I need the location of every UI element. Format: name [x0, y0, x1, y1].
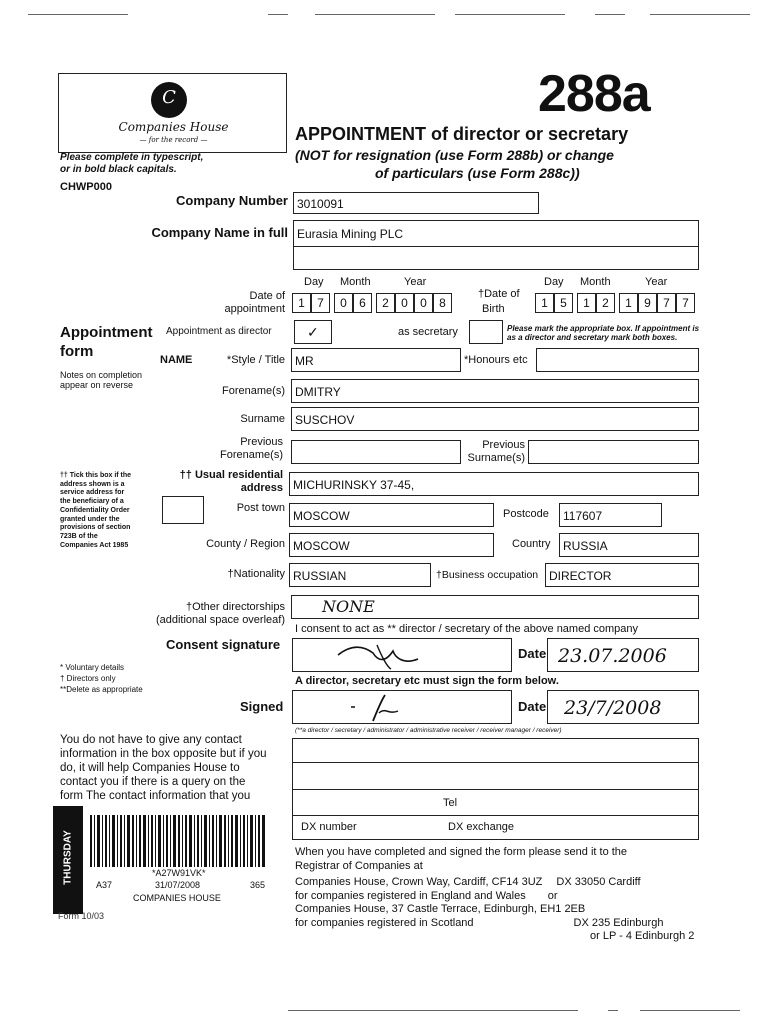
scan-rule — [268, 14, 288, 15]
form-revision: Form 10/03 — [58, 911, 105, 921]
scan-rule — [650, 14, 750, 15]
date-digit: 7 — [676, 293, 695, 313]
prev-surname-label-2: Surname(s) — [467, 452, 525, 464]
company-number-label: Company Number — [176, 193, 288, 208]
tick-note: †† Tick this box if the address shown is a service address for the beneficiary of a Confidentiality Order granted under the provisions of section 723B of the Companies Act 1985 — [60, 472, 132, 549]
tel-label: Tel — [443, 797, 458, 809]
style-field[interactable]: MR — [291, 348, 461, 372]
scan-rule — [455, 14, 565, 15]
form-title: APPOINTMENT of director or secretary — [295, 124, 629, 144]
consent-label: Consent signature — [166, 637, 281, 652]
companies-house-logo-icon: C — [151, 82, 187, 118]
check-icon: ✓ — [307, 324, 319, 340]
contact-info-text: You do not have to give any contact information in the box opposite but if you do, it will help Companies House to contact you if there is a query on the form The contact information that you — [60, 734, 267, 802]
date-digit: 6 — [353, 293, 372, 313]
nationality-field[interactable]: RUSSIAN — [289, 563, 431, 587]
dx-number-label: DX number — [301, 821, 357, 833]
date-digit: 9 — [638, 293, 657, 313]
prev-forename-label: Previous — [240, 436, 283, 448]
other-directorships-field[interactable]: NONE — [291, 595, 699, 619]
appointment-date-label-2: appointment — [224, 303, 285, 315]
date-digit: 0 — [334, 293, 353, 313]
date-month-header: Month — [340, 276, 371, 288]
mark-instruction-1: Please mark the appropriate box. If appointment is — [507, 324, 700, 333]
forename-field[interactable]: DMITRY — [291, 379, 699, 403]
date-digit: 1 — [577, 293, 596, 313]
signed-statement: A director, secretary etc must sign the form below. — [295, 675, 559, 687]
form-subtitle-1: (NOT for resignation (use Form 288b) or change — [295, 147, 614, 163]
consent-statement: I consent to act as ** director / secretary of the above named company — [295, 623, 639, 635]
scan-rule — [315, 14, 435, 15]
as-director-label: Appointment as director — [166, 326, 272, 337]
date-digit: 7 — [311, 293, 330, 313]
birth-date-label-2: Birth — [482, 303, 505, 315]
signed-signature-icon — [343, 693, 403, 723]
signer-role-note: (**a director / secretary / administrator / administrative receiver / receiver manager / receiver) — [295, 727, 562, 734]
county-label: County / Region — [206, 538, 285, 550]
occupation-label: †Business occupation — [436, 569, 539, 581]
barcode-icon — [90, 815, 270, 867]
birth-date-label: †Date of — [478, 288, 520, 300]
date-digit: 0 — [414, 293, 433, 313]
signed-date-field[interactable]: 23/7/2008 — [547, 690, 699, 724]
scan-rule — [288, 1010, 578, 1011]
as-secretary-label: as secretary — [398, 326, 458, 338]
as-director-checkbox[interactable] — [294, 320, 332, 344]
signed-date-label: Date — [518, 699, 547, 714]
instructions-2: or in bold black capitals. — [60, 164, 177, 175]
stamp-date: 31/07/2008 — [155, 880, 201, 890]
company-name-label: Company Name in full — [151, 225, 288, 240]
dx-exchange-label: DX exchange — [448, 821, 515, 833]
prev-surname-field[interactable] — [528, 440, 699, 464]
honours-field[interactable] — [536, 348, 699, 372]
date-digit: 8 — [433, 293, 452, 313]
honours-label: *Honours etc — [464, 354, 528, 366]
consent-date-label: Date — [518, 646, 547, 661]
other-directorships-label: †Other directorships — [185, 601, 285, 613]
instructions-1: Please complete in typescript, — [60, 152, 204, 163]
surname-field[interactable]: SUSCHOV — [291, 407, 699, 431]
other-directorships-label-2: (additional space overleaf) — [155, 614, 285, 626]
logo-box — [58, 73, 287, 153]
appointment-heading-2: form — [60, 343, 94, 360]
form-code: CHWP000 — [60, 181, 112, 193]
logo-tagline: — for the record — — [139, 136, 208, 144]
contact-box[interactable] — [292, 738, 699, 840]
country-field[interactable]: RUSSIA — [559, 533, 699, 557]
notes-1: Notes on completion — [60, 370, 143, 380]
mark-instruction-2: as a director and secretary mark both boxes. — [507, 333, 678, 342]
postcode-field[interactable]: 117607 — [559, 503, 662, 527]
prev-surname-label: Previous — [482, 439, 525, 451]
footnotes: * Voluntary details † Directors only **Delete as appropriate — [60, 663, 143, 694]
stamp-num: 365 — [250, 880, 266, 890]
country-label: Country — [512, 538, 551, 550]
surname-label: Surname — [240, 413, 285, 425]
company-name-field[interactable]: Eurasia Mining PLC — [293, 220, 699, 270]
date-digit: 2 — [376, 293, 395, 313]
date-day-header: Day — [304, 276, 324, 288]
consent-signature-field[interactable] — [292, 638, 512, 672]
notes-2: appear on reverse — [60, 380, 134, 390]
prev-forename-field[interactable] — [291, 440, 461, 464]
consent-date-field[interactable]: 23.07.2006 — [547, 638, 699, 672]
date-digit: 1 — [619, 293, 638, 313]
county-field[interactable]: MOSCOW — [289, 533, 494, 557]
form-subtitle-2: of particulars (use Form 288c)) — [375, 165, 580, 181]
barcode-id: *A27W91VK* — [152, 868, 206, 878]
nationality-label: †Nationality — [227, 568, 285, 580]
scan-rule — [595, 14, 625, 15]
post-town-field[interactable]: MOSCOW — [289, 503, 494, 527]
name-heading: NAME — [160, 354, 193, 366]
signed-signature-field[interactable] — [292, 690, 512, 724]
occupation-field[interactable]: DIRECTOR — [545, 563, 699, 587]
birth-year-header: Year — [645, 276, 668, 288]
address-label: †† Usual residential — [179, 469, 283, 481]
registrar-address: When you have completed and signed the form please send it to the Registrar of Companies at Companies House, Crown Way, Cardiff, CF14 3UZ DX 33050 Cardiff for companies registered in England and Wales or Companies House, 37 Castle Terrace, Edinburgh, EH1 2EB for companies registered in Scotland DX 235 Edinburgh or LP - 4 Edinburgh 2 — [295, 846, 695, 942]
as-secretary-checkbox[interactable] — [469, 320, 503, 344]
date-digit: 5 — [554, 293, 573, 313]
scan-rule — [640, 1010, 740, 1011]
date-digit: 2 — [596, 293, 615, 313]
address-label-2: address — [240, 482, 283, 494]
date-year-header: Year — [404, 276, 427, 288]
stamp-day: THURSDAY — [62, 830, 74, 885]
birth-month-header: Month — [580, 276, 611, 288]
date-digit: 1 — [292, 293, 311, 313]
post-town-label: Post town — [236, 502, 285, 514]
postcode-label: Postcode — [503, 508, 549, 520]
style-label: *Style / Title — [226, 354, 285, 366]
birth-day-header: Day — [544, 276, 564, 288]
form-number: 288a — [538, 65, 650, 123]
signed-label: Signed — [240, 699, 284, 714]
prev-forename-label-2: Forename(s) — [220, 449, 283, 461]
consent-signature-icon — [333, 641, 423, 671]
scan-rule — [608, 1010, 618, 1011]
date-digit: 1 — [535, 293, 554, 313]
stamp-day-bar — [53, 806, 83, 914]
address-field[interactable]: MICHURINSKY 37-45, — [289, 472, 699, 496]
scan-rule — [28, 14, 128, 15]
date-digit: 7 — [657, 293, 676, 313]
appointment-heading: Appointment — [60, 324, 153, 341]
stamp-office: COMPANIES HOUSE — [133, 893, 221, 903]
stamp-ref: A37 — [96, 880, 113, 890]
date-digit: 0 — [395, 293, 414, 313]
appointment-date-label: Date of — [249, 290, 285, 302]
logo-name: Companies House — [118, 120, 229, 134]
forename-label: Forename(s) — [222, 385, 285, 397]
company-number-field[interactable]: 3010091 — [293, 192, 539, 214]
